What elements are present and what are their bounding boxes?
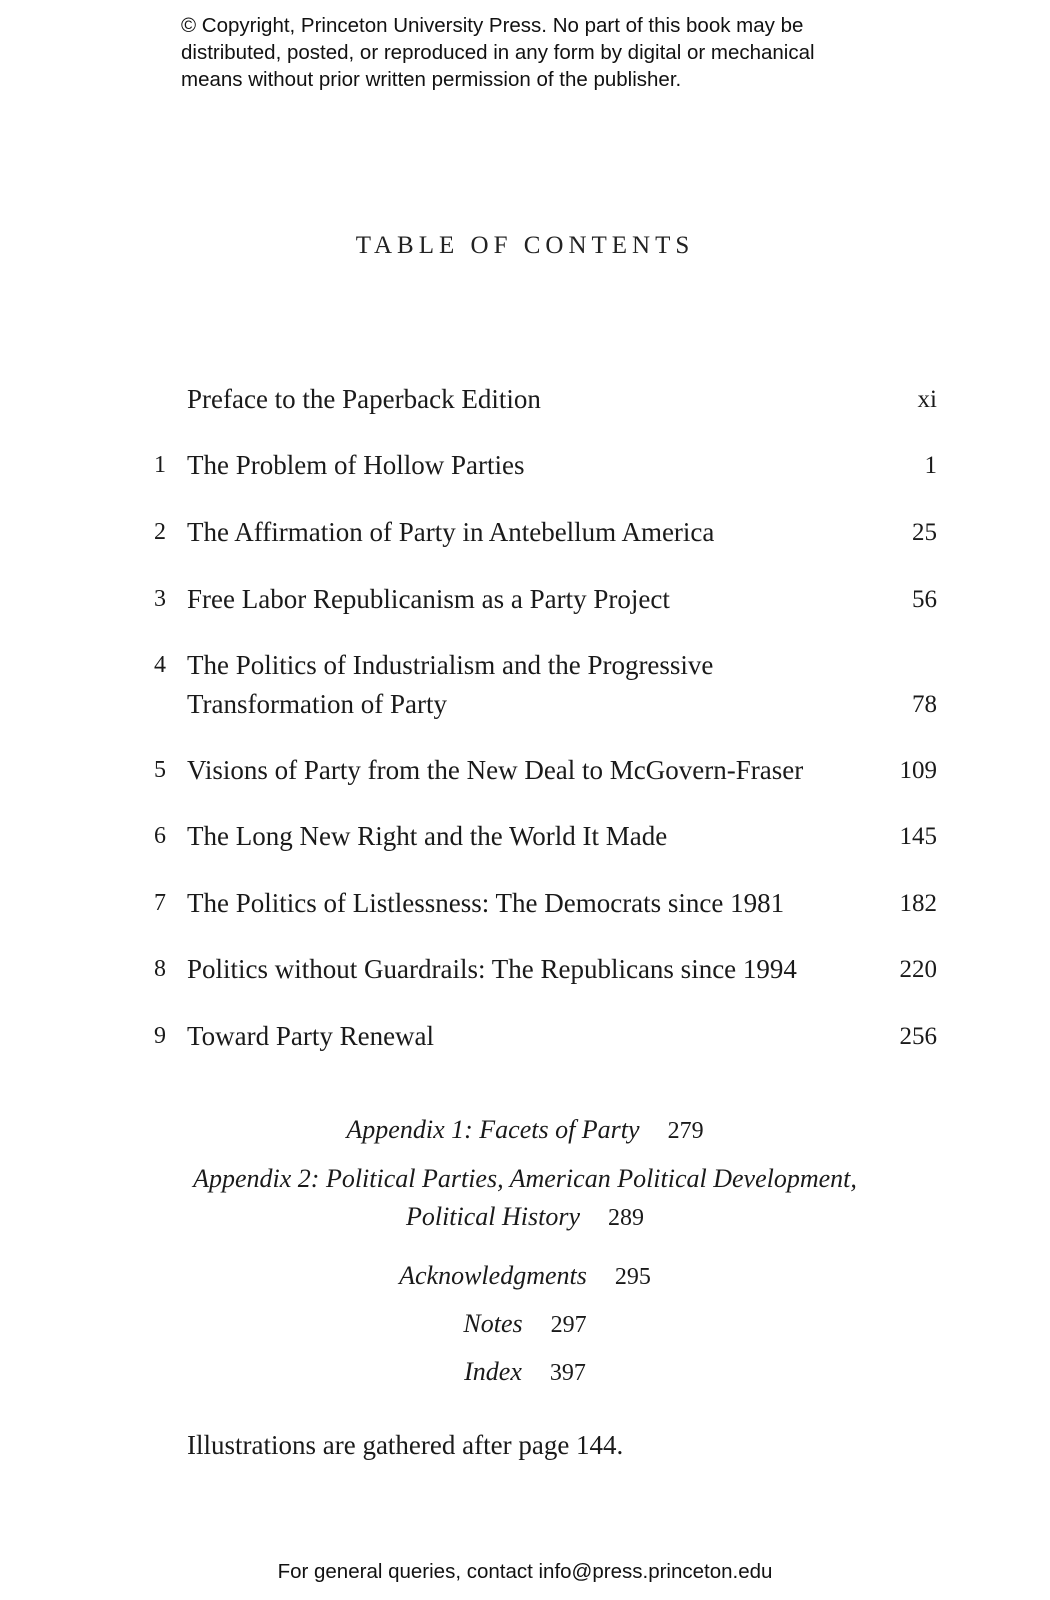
chapter-number: 5 [154, 757, 166, 783]
back-matter-title: Index [464, 1357, 522, 1386]
page-number: 1 [924, 452, 937, 479]
page-number: 109 [899, 757, 937, 784]
chapter-title: Toward Party Renewal [187, 1021, 435, 1051]
chapter-title: The Affirmation of Party in Antebellum America [187, 517, 715, 547]
chapter-number: 7 [154, 890, 166, 916]
chapter-title: The Problem of Hollow Parties [187, 450, 525, 480]
back-matter-title-line: Political History [405, 1202, 581, 1231]
chapter-title: Politics without Guardrails: The Republicans since 1994 [187, 954, 797, 984]
chapter-number: 2 [154, 519, 166, 545]
back-matter-index [0, 1353, 1050, 1392]
back-matter-appendix-2 [0, 1160, 1050, 1237]
page-number: xi [917, 386, 937, 413]
back-matter-title: Notes [463, 1309, 523, 1338]
page-number: 295 [614, 1264, 651, 1290]
page-number: 25 [912, 519, 937, 546]
chapter-number: 1 [154, 452, 166, 478]
chapter-title [187, 646, 847, 724]
copyright-line: means without prior written permission of the publisher. [181, 68, 682, 91]
back-matter-acknowledgments [0, 1257, 1050, 1296]
illustrations-note: Illustrations are gathered after page 144. [187, 1430, 624, 1460]
footer-contact: For general queries, contact info@press.princeton.edu [277, 1560, 773, 1583]
page-number: 145 [899, 823, 937, 850]
chapter-title: The Politics of Listlessness: The Democrats since 1981 [187, 888, 785, 918]
chapter-number: 6 [154, 823, 166, 849]
chapter-number: 3 [154, 586, 166, 612]
copyright-notice [181, 12, 901, 93]
page-number: 289 [608, 1205, 645, 1231]
chapter-title: Visions of Party from the New Deal to McGovern-Fraser [187, 755, 804, 785]
chapter-title: Preface to the Paperback Edition [187, 384, 541, 414]
back-matter-appendix-1 [0, 1111, 1050, 1150]
chapter-number: 9 [154, 1023, 166, 1049]
copyright-line: © Copyright, Princeton University Press. No part of this book may be [181, 14, 804, 37]
chapter-number: 4 [154, 652, 166, 678]
copyright-line: distributed, posted, or reproduced in any form by digital or mechanical [181, 41, 815, 64]
chapter-number: 8 [154, 956, 166, 982]
page-number: 397 [549, 1360, 586, 1386]
page-number: 56 [912, 586, 937, 613]
back-matter-title: Acknowledgments [399, 1261, 587, 1290]
page-number: 182 [899, 890, 937, 917]
page-number: 297 [550, 1312, 587, 1338]
back-matter-title: Appendix 1: Facets of Party [346, 1115, 640, 1144]
page-number: 78 [912, 691, 937, 718]
back-matter-notes [0, 1305, 1050, 1344]
page-title: TABLE OF CONTENTS [355, 232, 695, 259]
chapter-title: Free Labor Republicanism as a Party Project [187, 584, 670, 614]
back-matter-title-line: Appendix 2: Political Parties, American Political Development, [193, 1164, 857, 1193]
chapter-title: The Long New Right and the World It Made [187, 821, 668, 851]
page-number: 279 [667, 1118, 704, 1144]
page-number: 220 [899, 956, 937, 983]
chapter-title-line: The Politics of Industrialism and the Progressive [187, 650, 714, 680]
chapter-title-line: Transformation of Party [187, 689, 447, 719]
page-number: 256 [899, 1023, 937, 1050]
